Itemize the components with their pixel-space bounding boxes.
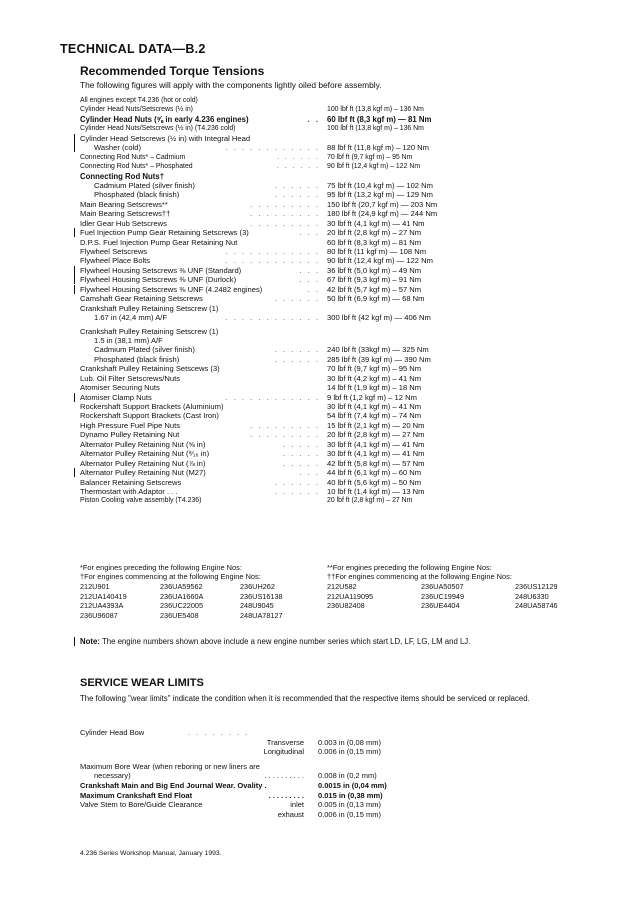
wear-sub-label: Longitudinal [263, 747, 304, 757]
torque-row [80, 153, 610, 162]
torque-row [80, 294, 610, 303]
torque-row [80, 247, 610, 256]
wear-limits-table [80, 728, 610, 819]
engine-number: 236U96087 [80, 610, 118, 620]
leader-dots: . . . [299, 468, 320, 478]
engine-number-row [327, 592, 609, 602]
torque-value: 150 lbf ft (20,7 kgf m) — 203 Nm [327, 199, 438, 209]
leader-dots: . . . . . . . . . [250, 430, 320, 440]
torque-value: 10 lbf ft (1,4 kgf m) — 13 Nm [327, 486, 425, 496]
torque-item-label: Piston Cooling valve assembly (T4.236) [80, 497, 202, 505]
engine-number: 236UH262 [240, 582, 275, 591]
torque-value: 20 lbf ft (2,8 kgf m) – 27 Nm [327, 228, 422, 238]
torque-row [80, 364, 610, 373]
torque-row [80, 345, 610, 354]
wear-item-label: Cylinder Head Bow [80, 728, 145, 737]
wear-item-label: Crankshaft Main and Big End Journal Wear. Ovality . [80, 780, 267, 790]
torque-row [80, 327, 610, 336]
torque-row [80, 238, 610, 247]
torque-value: 30 lbf ft (4,1 kgf m) — 41 Nm [327, 439, 425, 449]
torque-row [80, 336, 610, 345]
torque-row [80, 115, 610, 124]
torque-value: 30 lbf ft (4,1 kgf m) — 41 Nm [327, 218, 425, 228]
torque-item-label: Cadmium Plated (silver finish) [94, 345, 195, 355]
torque-row [80, 219, 610, 228]
torque-value: 100 lbf ft (13,8 kgf m) – 136 Nm [327, 125, 424, 133]
change-bar [74, 468, 75, 477]
wear-section-title: SERVICE WEAR LIMITS [80, 677, 204, 689]
leader-dots: . . . . . . [274, 486, 320, 496]
engine-number-grid-left [80, 582, 320, 620]
torque-row [80, 172, 610, 181]
wear-row [80, 800, 610, 810]
torque-row [80, 430, 610, 439]
torque-item-label: 1.5 in (38,1 mm) A/F [94, 335, 163, 345]
torque-item-label: Flywheel Place Bolts [80, 256, 151, 266]
torque-row [80, 402, 610, 411]
note-engine-series [80, 637, 470, 646]
torque-row [80, 96, 610, 105]
torque-row [80, 304, 610, 313]
engine-number: 248UA78127 [240, 610, 283, 620]
torque-value: 9 lbf ft (1,2 kgf m) – 12 Nm [327, 392, 417, 402]
torque-value: 20 lbf ft (2,8 kgf m) — 27 Nm [327, 430, 425, 440]
leader-dots: . . . . . . [274, 190, 320, 200]
torque-item-label: Alternator Pulley Retaining Nut (⅞ in) [80, 458, 206, 468]
torque-item-label: Alternator Pulley Retaining Nut (⁹⁄₁₆ in) [80, 449, 210, 459]
wear-value: 0.005 in (0,13 mm) [318, 800, 381, 810]
leader-dots: . . . . . . [274, 345, 320, 355]
leader-dots: . . [307, 114, 320, 124]
wear-sub-label: inlet [290, 800, 304, 810]
torque-row [80, 459, 610, 468]
torque-value: 30 lbf ft (4,1 kgf m) — 41 Nm [327, 449, 425, 459]
torque-value: 36 lbf ft (5,0 kgf m) – 49 Nm [327, 265, 422, 275]
wear-value: 0.006 in (0,15 mm) [318, 809, 381, 819]
torque-item-label: Cylinder Head Nuts/Setscrews (½ in) [80, 106, 193, 114]
page-title: TECHNICAL DATA—B.2 [60, 42, 206, 56]
torque-item-label: Connecting Rod Nuts* – Cadmium [80, 153, 186, 161]
torque-row [80, 374, 610, 383]
torque-item-label: Connecting Rod Nuts* – Phosphated [80, 163, 193, 171]
torque-value: 14 lbf ft (1,9 kgf m) – 18 Nm [327, 383, 422, 393]
torque-value: 285 lbf ft (39 kgf m) — 390 Nm [327, 354, 431, 364]
torque-table [80, 96, 610, 506]
torque-value: 70 lbf ft (9,7 kgf m) – 95 Nm [327, 364, 422, 374]
leader-dots: . . . . . . . . . . . . [225, 247, 320, 256]
leader-dots: . . . . . . . . . [250, 209, 320, 219]
leader-dots: . . . . . . . . . . . . [225, 256, 320, 266]
torque-row [80, 275, 610, 284]
leader-dots: . . . . . . [276, 163, 320, 171]
engine-number: 248UA58746 [515, 601, 558, 611]
engine-number-row [327, 601, 609, 611]
torque-item-label: Flywheel Housing Setscrews ⅜ UNF (Durlock) [80, 275, 237, 285]
leader-dots: . . . . . . . . . [250, 218, 320, 228]
engine-number: 236UA50507 [421, 582, 464, 591]
wear-row [80, 728, 610, 738]
wear-sub-label: . . . . . . . . . [268, 790, 304, 800]
torque-row [80, 266, 610, 275]
torque-item-label: Phosphated (black finish) [94, 354, 180, 364]
torque-row [80, 478, 610, 487]
torque-value: 88 lbf ft (11,8 kgf m) – 120 Nm [327, 143, 429, 153]
torque-value: 50 lbf ft (6,9 kgf m) — 68 Nm [327, 294, 425, 304]
torque-item-label: D.P.S. Fuel Injection Pump Gear Retaining Nut [80, 237, 238, 247]
engine-number: 248U6330 [515, 591, 549, 601]
wear-item-label: necessary) [94, 771, 131, 781]
leader-dots: . . . [299, 265, 320, 275]
change-bar [74, 275, 75, 284]
torque-item-label: Rockershaft Support Brackets (Aluminium) [80, 402, 224, 411]
leader-dots: . . . . . [283, 439, 320, 449]
wear-item-label: Maximum Crankshaft End Float [80, 790, 193, 800]
torque-row [80, 383, 610, 392]
torque-value: 30 lbf ft (4,2 kgf m) – 41 Nm [327, 373, 422, 383]
torque-item-label: Rockershaft Support Brackets (Cast Iron) [80, 411, 219, 421]
leader-dots: . . . . . . [274, 180, 320, 190]
change-bar [74, 266, 75, 275]
torque-value: 42 lbf ft (5,7 kgf m) – 57 Nm [327, 284, 422, 294]
torque-value: 15 lbf ft (2,1 kgf m) — 20 Nm [327, 420, 425, 430]
wear-sub-label: . . . . . . . . . . [264, 771, 304, 781]
torque-row [80, 355, 610, 364]
torque-item-label: Phosphated (black finish) [94, 190, 180, 200]
torque-intro: The following figures will apply with the components lightly oiled before assembly. [80, 80, 382, 90]
engine-number: 212U901 [80, 582, 110, 591]
leader-dots: . . . [299, 275, 320, 285]
engine-number: 236UA59562 [160, 582, 203, 591]
engine-number: 212U582 [327, 582, 357, 591]
wear-row [80, 747, 610, 757]
torque-item-label: 1.67 in (42,4 mm) A/F [94, 313, 168, 323]
torque-row [80, 256, 610, 265]
torque-row [80, 440, 610, 449]
torque-row [80, 209, 610, 218]
torque-item-label: Fuel Injection Pump Gear Retaining Setscrews (3) [80, 228, 249, 238]
torque-row [80, 411, 610, 420]
leader-dots: . . . . . . . . . . . . [225, 143, 320, 153]
leader-dots: . . . . . [283, 449, 320, 459]
torque-row [80, 228, 610, 237]
wear-item-label: Maximum Bore Wear (when reboring or new liners are [80, 761, 260, 771]
wear-row [80, 791, 610, 801]
wear-sub-label: Transverse [266, 737, 304, 747]
wear-item-label: Valve Stem to Bore/Guide Clearance [80, 800, 203, 810]
torque-item-label: Connecting Rod Nuts† [80, 171, 165, 181]
torque-item-label: Camshaft Gear Retaining Setscrews [80, 294, 203, 304]
change-bar [74, 228, 75, 237]
torque-value: 95 lbf ft (13,2 kgf m) — 129 Nm [327, 190, 433, 200]
torque-item-label: Alternator Pulley Retaining Nut (⅝ in) [80, 439, 206, 449]
torque-item-label: Crankshaft Pulley Retaining Setscrew (1) [80, 303, 219, 313]
leader-dots: . . . [299, 228, 320, 238]
engine-notes-right [327, 563, 512, 582]
torque-item-label: Lub. Oil Filter Setscrews/Nuts [80, 373, 181, 383]
torque-value: 20 lbf ft (2,8 kgf m) – 27 Nm [327, 497, 413, 505]
torque-section-title: Recommended Torque Tensions [80, 64, 265, 78]
engine-number: 236U82408 [327, 601, 365, 611]
torque-item-label: Alternator Pulley Retaining Nut (M27) [80, 468, 206, 478]
engine-number-grid-right [327, 582, 609, 611]
torque-row [80, 181, 610, 190]
torque-value: 180 lbf ft (24,9 kgf m) — 244 Nm [327, 209, 438, 219]
torque-value: 42 lbf ft (5,8 kgf m) — 57 Nm [327, 458, 425, 468]
engine-number: 236UA1660A [160, 591, 204, 601]
torque-row [80, 143, 610, 152]
note-preceding-left: *For engines preceding the following Engine Nos: [80, 563, 242, 572]
note-commencing-left: †For engines commencing at the following Engine Nos: [80, 572, 261, 582]
torque-row [80, 393, 610, 402]
torque-value: 67 lbf ft (9,3 kgf m) – 91 Nm [327, 275, 422, 285]
leader-dots: . . . . . . [276, 153, 320, 161]
note-label: Note: [80, 637, 100, 646]
torque-item-label: Crankshaft Pulley Retaining Setscews (3) [80, 364, 220, 374]
torque-item-label: Flywheel Housing Setscrews ⅜ UNF (Standard) [80, 265, 242, 275]
torque-row [80, 468, 610, 477]
torque-item-label: All engines except T4.236 (hot or cold) [80, 97, 198, 104]
engine-number: 236UE5408 [160, 610, 199, 620]
torque-row [80, 496, 610, 505]
torque-item-label: Main Bearing Setscrews** [80, 199, 168, 209]
engine-notes-left [80, 563, 261, 582]
wear-row [80, 762, 610, 772]
torque-value: 75 lbf ft (10,4 kgf m) — 102 Nm [327, 180, 433, 190]
wear-value: 0.003 in (0,08 mm) [318, 737, 381, 747]
engine-number-row [80, 601, 320, 611]
engine-number: 236UE4404 [421, 601, 460, 611]
leader-dots: . . . . . . [274, 354, 320, 364]
leader-dots: . . . . . . . . . . . . [225, 392, 320, 402]
torque-item-label: Crankshaft Pulley Retaining Setscrew (1) [80, 326, 219, 336]
page-footer: 4.236 Series Workshop Manual, January 1993. [80, 850, 222, 857]
torque-value: 60 lbf ft (8,3 kgf m) — 81 Nm [327, 114, 432, 124]
leader-dots: . . . . . . [274, 294, 320, 304]
torque-value: 44 lbf ft (6,1 kgf m) – 60 Nm [327, 468, 422, 478]
torque-item-label: High Pressure Fuel Pipe Nuts [80, 420, 181, 430]
wear-row [80, 810, 610, 820]
change-bar [74, 637, 75, 646]
torque-item-label: Washer (cold) [94, 143, 141, 153]
torque-item-label: Atomiser Clamp Nuts [80, 392, 152, 402]
wear-value: 0.008 in (0,2 mm) [318, 771, 377, 781]
engine-number: 212UA140419 [80, 591, 127, 601]
note-commencing-right: ††For engines commencing at the following Engine Nos: [327, 572, 512, 582]
leader-dots: . . . . . . . . . [250, 420, 320, 430]
torque-item-label: Thermostart with Adaptor . . . [80, 486, 178, 496]
torque-value: 90 lbf ft (12,4 kgf m) – 122 Nm [327, 163, 421, 171]
torque-row [80, 449, 610, 458]
torque-value: 100 lbf ft (13,8 kgf m) – 136 Nm [327, 106, 424, 114]
torque-value: 60 lbf ft (8,3 kgf m) – 81 Nm [327, 237, 422, 247]
wear-row [80, 738, 610, 748]
torque-row [80, 200, 610, 209]
torque-value: 70 lbf ft (9,7 kgf m) – 95 Nm [327, 153, 413, 161]
engine-number: 236UC22005 [160, 601, 204, 611]
torque-item-label: Cadmium Plated (silver finish) [94, 180, 195, 190]
torque-item-label: Cylinder Head Setscrews (½ in) with Integral Head [80, 133, 251, 143]
engine-number-row [327, 582, 609, 592]
wear-sub-label: exhaust [277, 809, 304, 819]
torque-row [80, 105, 610, 114]
change-bar [74, 143, 75, 152]
torque-row [80, 487, 610, 496]
torque-item-label: Atomiser Securing Nuts [80, 383, 160, 393]
wear-value: 0.0015 in (0,04 mm) [318, 780, 387, 790]
engine-number: 212UA119095 [327, 591, 374, 601]
torque-row [80, 421, 610, 430]
torque-row [80, 162, 610, 171]
engine-number: 236US16138 [240, 591, 283, 601]
torque-item-label: Cylinder Head Nuts/Setscrews (½ in) (T4.236 cold) [80, 125, 236, 133]
engine-number: 236US12129 [515, 582, 558, 591]
change-bar [74, 285, 75, 294]
torque-item-label: Cylinder Head Nuts (⅝ in early 4.236 engines) [80, 114, 249, 124]
torque-value: 54 lbf ft (7,4 kgf m) – 74 Nm [327, 411, 422, 421]
torque-item-label: Idler Gear Hub Setscrews [80, 218, 167, 228]
change-bar [74, 134, 75, 143]
torque-row [80, 190, 610, 199]
torque-row [80, 313, 610, 322]
engine-number: 236UC19949 [421, 591, 465, 601]
leader-dots: . . . . . . . . . . . . [225, 313, 320, 323]
leader-dots: . . . . . [283, 458, 320, 468]
engine-number-row [80, 611, 320, 621]
torque-item-label: Dynamo Pulley Retaining Nut [80, 430, 180, 440]
engine-number-row [80, 592, 320, 602]
wear-row [80, 771, 610, 781]
note-text: The engine numbers shown above include a new engine number series which start LD, LF, LG, LM and LJ. [101, 637, 471, 646]
wear-row [80, 781, 610, 791]
engine-number: 212UA4393A [80, 601, 124, 611]
torque-value: 240 lbf ft (33kgf m) — 325 Nm [327, 345, 429, 355]
torque-value: 90 lbf ft (12,4 kgf m) — 122 Nm [327, 256, 433, 266]
wear-intro: The following "wear limits" indicate the condition when it is recommended that the respective items should be serviced or replaced. [80, 694, 530, 703]
torque-value: 30 lbf ft (4,1 kgf m) – 41 Nm [327, 402, 422, 411]
torque-value: 40 lbf ft (5,6 kgf m) – 50 Nm [327, 477, 422, 487]
wear-value: 0.015 in (0,38 mm) [318, 790, 383, 800]
torque-value: 80 lbf ft (11 kgf m) — 108 Nm [327, 247, 427, 256]
leader-dots: . . . . . . . . . [250, 199, 320, 209]
engine-number-row [80, 582, 320, 592]
torque-item-label: Flywheel Setscrews [80, 247, 148, 256]
torque-item-label: Flywheel Housing Setscrews ⅜ UNF (4.2482 engines) [80, 284, 263, 294]
torque-row [80, 285, 610, 294]
change-bar [74, 393, 75, 402]
torque-item-label: Main Bearing Setscrews†† [80, 209, 171, 219]
torque-row [80, 124, 610, 133]
leader-dots: . . . . . . . . [188, 728, 250, 737]
note-preceding-right: **For engines preceding the following Engine Nos: [327, 563, 492, 572]
leader-dots: . . . . . . [274, 477, 320, 487]
leader-dots: . . [307, 284, 320, 294]
wear-value: 0.006 in (0,15 mm) [318, 747, 381, 757]
torque-value: 300 lbf ft (42 kgf m) — 406 Nm [327, 313, 431, 323]
torque-row [80, 134, 610, 143]
torque-item-label: Balancer Retaining Setscrews [80, 477, 182, 487]
engine-number: 248U9045 [240, 601, 274, 611]
